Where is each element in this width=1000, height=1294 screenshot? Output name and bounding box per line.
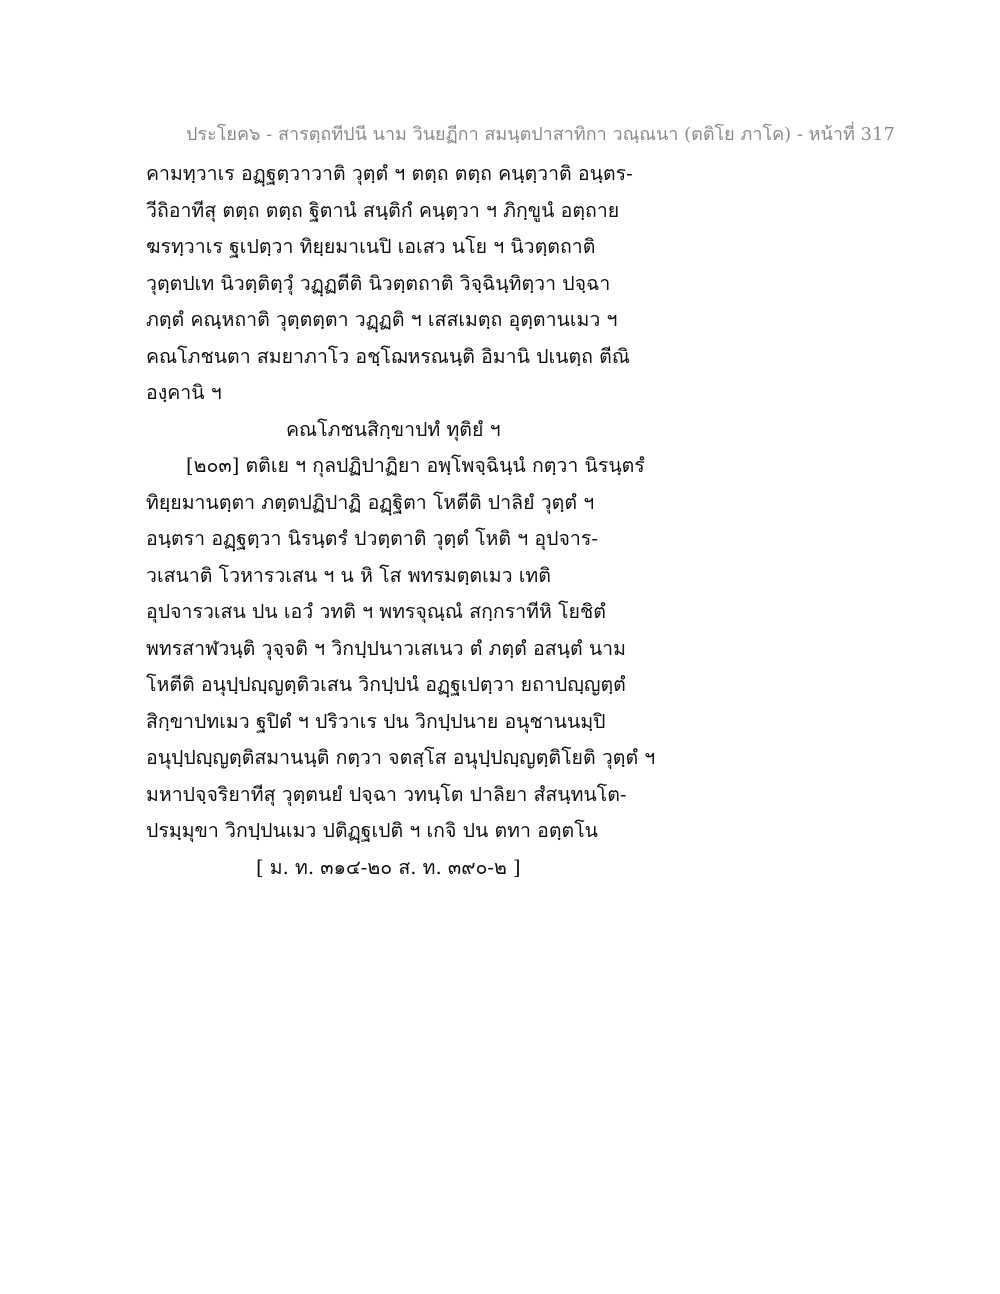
text-line: คณโภชนตา สมยาภาโว อชฺโฌหรณนฺติ อิมานิ ปเนตฺถ ตีณิ	[146, 344, 630, 368]
text-line: คามทฺวาเร อฏฺฐตฺวาวาติ วุตฺตํ ฯ ตตฺถ ตตฺถ คนฺตฺวาติ อนฺตร-	[146, 162, 633, 185]
reference-citation: [ ม. ท. ๓๑๔-๒๐ ส. ท. ๓๙๐-๒ ]	[256, 855, 521, 879]
paragraph-first-line: [๒๐๓] ตติเย ฯ กุลปฏิปาฏิยา อพฺโพจฺฉินฺนํ กตฺวา นิรนฺตรํ	[186, 454, 645, 477]
text-line: องฺคานิ ฯ	[146, 381, 222, 404]
page-header: ประโยค๖ - สารตฺถทีปนี นาม วินยฏีกา สมนฺตปาสาทิกา วณฺณนา (ตติโย ภาโค) - หน้าที่ 317	[186, 124, 895, 145]
text-line: ภตฺตํ คณฺหถาติ วุตฺตตฺตา วฏฺฏติ ฯ เสสเมตฺถ อุตฺตานเมว ฯ	[146, 308, 618, 331]
text-line: พทรสาฬวนฺติ วุจฺจติ ฯ วิกปฺปนาวเสเนว ตํ ภตฺตํ อสนฺตํ นาม	[146, 636, 626, 660]
text-line: มหาปจฺจริยาทีสุ วุตฺตนยํ ปจฺฉา วทนฺโต ปาลิยา สํสนฺทนโต-	[146, 782, 627, 806]
text-line: ปรมฺมุขา วิกปฺปนเมว ปติฏฺฐเปติ ฯ เกจิ ปน ตทา อตฺตโน	[146, 819, 599, 842]
body-text	[146, 156, 706, 886]
text-line: โหตีติ อนุปฺปญฺญตฺติวเสน วิกปฺปนํ อฏฺฐเปตฺวา ยถาปญฺญตฺตํ	[146, 673, 626, 696]
text-line: อุปจารวเสน ปน เอวํ วทติ ฯ พทรจุณฺณํ สกฺกราทีหิ โยชิตํ	[146, 600, 606, 623]
section-heading: คณโภชนสิกฺขาปทํ ทุติยํ ฯ	[286, 417, 501, 441]
text-line: อนุปฺปญฺญตฺติสมานนฺติ กตฺวา จตสฺโส อนุปฺปญฺญตฺติโยติ วุตฺตํ ฯ	[146, 746, 656, 769]
text-line: วีถิอาทีสุ ตตฺถ ตตฺถ ฐิตานํ สนฺติกํ คนฺตฺวา ฯ ภิกฺขูนํ อตฺถาย	[146, 198, 620, 222]
text-line: อนฺตรา อฏฺฐตฺวา นิรนฺตรํ ปวตฺตาติ วุตฺตํ โหติ ฯ อุปจาร-	[146, 527, 598, 550]
text-line: วุตฺตปเท นิวตฺติตฺวุํ วฏฺฏตีติ นิวตฺตถาติ วิจฺฉินฺทิตฺวา ปจฺฉา	[146, 271, 611, 295]
text-line: วเสนาติ โวหารวเสน ฯ น หิ โส พทรมตฺตเมว เทติ	[146, 563, 551, 587]
text-line: ฆรทฺวาเร ฐเปตฺวา ทิยฺยมาเนปิ เอเสว นโย ฯ นิวตฺตถาติ	[146, 235, 596, 258]
text-line: สิกฺขาปทเมว ฐปิตํ ฯ ปริวาเร ปน วิกปฺปนาย อนุชานนมฺปิ	[146, 709, 606, 733]
text-line: ทิยฺยมานตฺตา ภตฺตปฏิปาฏิ อฏฺฐิตา โหตีติ ปาลิยํ วุตฺตํ ฯ	[146, 490, 595, 514]
